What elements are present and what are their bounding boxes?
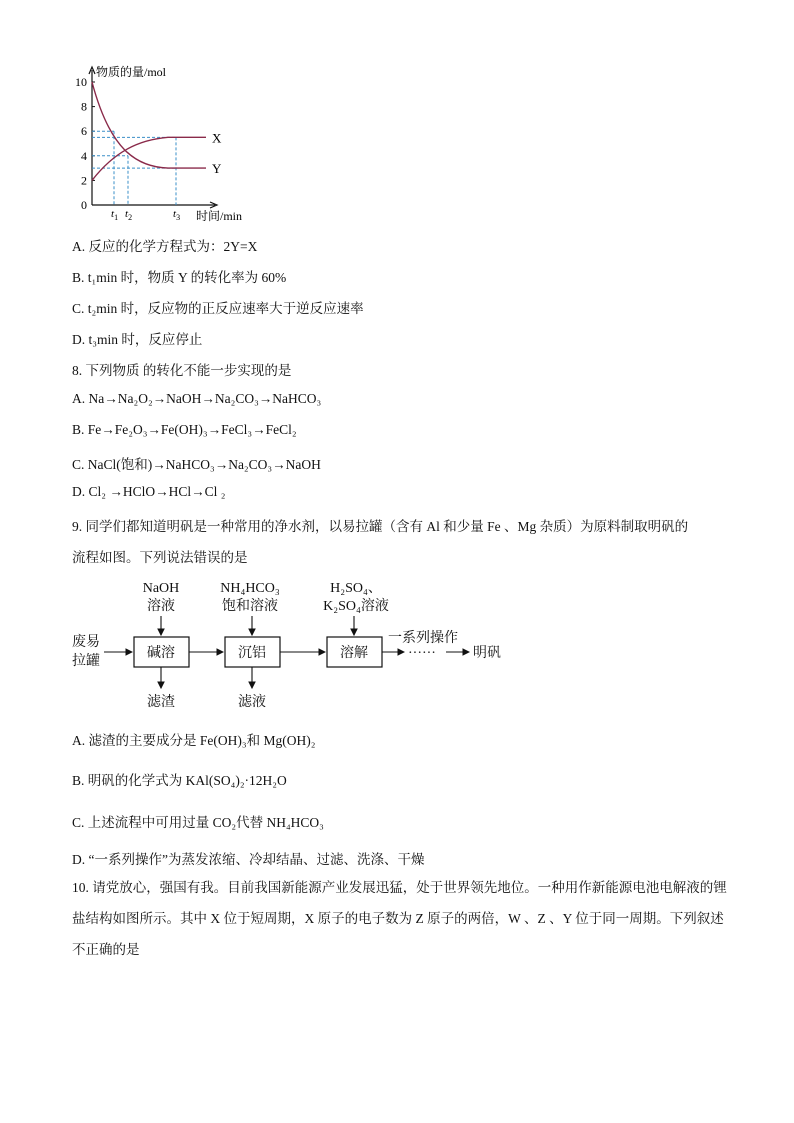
q8-option-a: A. Na→Na₂O₂→NaOH→Na₂CO₃→NaHCO₃	[72, 391, 322, 406]
q7-option-a: A. 反应的化学方程式为：2Y=X	[72, 239, 258, 254]
y-tick-label: 0	[81, 198, 87, 212]
q9-option-b: B. 明矾的化学式为 KAl(SO₄)₂·12H₂O	[72, 773, 287, 788]
q9-stem-line1: 9. 同学们都知道明矾是一种常用的净水剂，以易拉罐（含有 Al 和少量 Fe 、Mg 杂质）为原料制取明矾的	[72, 519, 689, 534]
q7-option-d: D. t₃min 时，反应停止	[72, 332, 203, 347]
reagent1-line1: NaOH	[142, 581, 180, 596]
q8-option-b: B. Fe→Fe₂O₃→Fe(OH)₃→FeCl₃→FeCl₂	[72, 422, 297, 437]
q9-stem-line2: 流程如图。下列说法错误的是	[72, 550, 248, 565]
operations-label: 一系列操作	[388, 631, 458, 646]
y-tick-label: 4	[81, 148, 87, 163]
reagent2-line2: 饱和溶液	[222, 599, 278, 614]
start-line1: 废易	[72, 635, 100, 650]
x-tick-label: $t_2$	[125, 208, 133, 222]
output1-label: 滤渣	[147, 695, 175, 710]
output2-label: 滤液	[238, 695, 266, 710]
product-label: 明矾	[473, 646, 501, 661]
amount-time-chart	[70, 62, 330, 222]
step2-label: 沉铝	[238, 646, 266, 661]
q7-option-c: C. t₂min 时，反应物的正反应速率大于逆反应速率	[72, 301, 364, 316]
series-y-label: Y	[212, 161, 222, 177]
alum-process-flowchart	[66, 576, 526, 716]
q9-option-d: D. “一系列操作”为蒸发浓缩、冷却结晶、过滤、洗涤、干燥	[72, 852, 425, 867]
y-tick-label: 10	[75, 75, 87, 89]
series-x-line	[92, 137, 206, 180]
y-tick-label: 6	[81, 124, 87, 139]
y-tick-label: 2	[81, 173, 87, 188]
step3-label: 溶解	[340, 646, 368, 661]
q8-option-c: C. NaCl(饱和)→NaHCO₃→Na₂CO₃→NaOH	[72, 457, 321, 472]
reagent3-line2: K₂SO₄溶液	[323, 599, 389, 614]
q9-option-c: C. 上述流程中可用过量 CO₂代替 NH₄HCO₃	[72, 815, 324, 830]
dots-label: ······	[408, 646, 436, 661]
reagent1-line2: 溶液	[147, 599, 175, 614]
series-x-label: X	[212, 130, 222, 146]
x-tick-label: $t_3$	[173, 208, 181, 222]
x-tick-label: $t_1$	[111, 208, 119, 222]
q10-stem: 10. 请党放心，强国有我。目前我国新能源产业发展迅猛，处于世界领先地位。一种用作新能源电池电解液的锂盐结构如图所示。其中 X 位于短周期，X 原子的电子数为 Z 原子的两倍，W 、Z 、Y 位于同一周期。下列叙述不正确的是	[72, 880, 727, 957]
y-axis-label: 物质的量/mol	[96, 65, 167, 79]
x-axis-label: 时间/min	[196, 209, 243, 222]
q8-stem: 8. 下列物质 的转化不能一步实现的是	[72, 363, 292, 378]
q7-option-b: B. t₁min 时，物质 Y 的转化率为 60%	[72, 270, 287, 285]
step1-label: 碱溶	[147, 646, 175, 661]
y-tick-label: 8	[81, 99, 87, 114]
reagent2-line1: NH₄HCO₃	[220, 581, 280, 596]
reagent3-line1: H₂SO₄、	[330, 581, 382, 596]
start-line2: 拉罐	[72, 654, 100, 669]
series-y-line	[92, 82, 206, 168]
q9-option-a: A. 滤渣的主要成分是 Fe(OH)₃和 Mg(OH)₂	[72, 733, 316, 748]
q8-option-d: D. Cl₂ →HClO→HCl→Cl ₂	[72, 484, 226, 499]
